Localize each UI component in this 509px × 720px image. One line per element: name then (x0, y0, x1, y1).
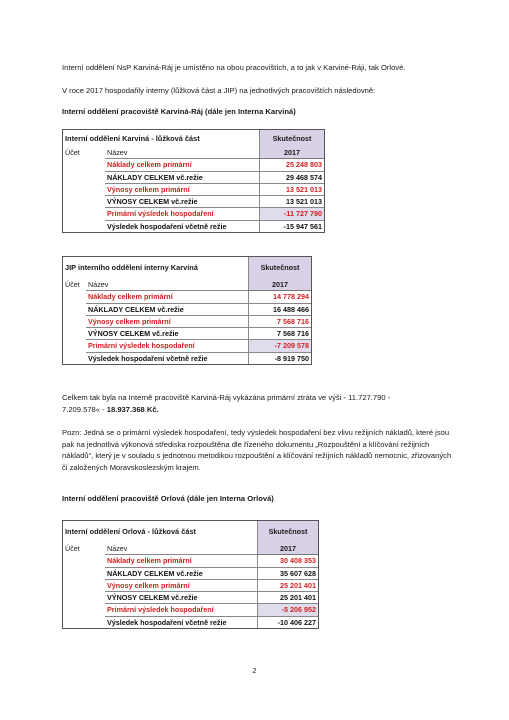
column-header-ucet: Účet (65, 148, 80, 158)
row-label: Výnosy celkem primární (105, 579, 258, 591)
row-value: 14 778 294 (249, 291, 312, 303)
table-row (63, 159, 324, 171)
table-row (63, 579, 318, 591)
row-value: -8 919 750 (249, 352, 312, 364)
section-heading-orlova: Interní oddělení pracoviště Orlová (dále jen Interna Orlová) (62, 494, 274, 503)
summary-line-1: Celkem tak byla na Interně pracoviště Karviná-Ráj vykázána primární ztráta ve výši - 11.727.790 - (62, 393, 391, 402)
row-value: 13 521 013 (260, 196, 325, 208)
table-row (63, 616, 318, 628)
row-value: 25 201 401 (258, 592, 319, 604)
row-value: 13 521 013 (260, 183, 325, 195)
row-value: 30 408 353 (258, 555, 319, 567)
row-label: Náklady celkem primární (86, 291, 249, 303)
row-value: -5 206 952 (258, 604, 319, 616)
table-subheader-row (63, 543, 318, 555)
row-label: Primární výsledek hospodaření (105, 208, 260, 220)
row-value: 25 248 803 (260, 159, 325, 171)
summary-line-2-prefix: 7.209.578« - (62, 404, 107, 414)
table-row (63, 604, 318, 616)
column-header-skutecnost: Skutečnost (260, 130, 325, 147)
row-label: VÝNOSY CELKEM vč.režie (86, 328, 249, 340)
table-row (63, 328, 311, 340)
table-subheader-row (63, 279, 311, 291)
row-value: 35 607 628 (258, 567, 319, 579)
table-title-row (63, 130, 324, 147)
intro-paragraph-2: V roce 2017 hospodařily interny (lůžková část a JIP) na jednotlivých pracovištích následovně: (62, 86, 376, 95)
table-row (63, 555, 318, 567)
row-label: VÝNOSY CELKEM vč.režie (105, 196, 260, 208)
row-value: 7 568 716 (249, 328, 312, 340)
column-header-year: 2017 (249, 279, 312, 291)
table-row (63, 196, 324, 208)
row-label: Výsledek hospodaření včetně režie (105, 616, 258, 628)
table-subheader-row (63, 147, 324, 159)
row-value: 7 568 716 (249, 315, 312, 327)
summary-total: 18.937.368 Kč. (106, 404, 159, 414)
table-row (63, 340, 311, 352)
row-label: Výnosy celkem primární (105, 183, 260, 195)
table-row (63, 352, 311, 364)
column-header-skutecnost: Skutečnost (258, 521, 319, 543)
table-title-row (63, 257, 311, 279)
row-value: -7 209 578 (249, 340, 312, 352)
table-row (63, 220, 324, 232)
column-header-ucet: Účet (65, 544, 80, 554)
column-header-year: 2017 (260, 147, 325, 159)
row-label: Výsledek hospodaření včetně režie (86, 352, 249, 364)
row-label: NÁKLADY CELKEM vč.režie (105, 171, 260, 183)
table-row (63, 303, 311, 315)
row-value: -15 947 561 (260, 220, 325, 232)
row-value: -11 727 790 (260, 208, 325, 220)
column-header-year: 2017 (258, 543, 319, 555)
row-label: Primární výsledek hospodaření (86, 340, 249, 352)
row-value: 16 488 466 (249, 303, 312, 315)
row-value: -10 406 227 (258, 616, 319, 628)
table-row (63, 592, 318, 604)
table-row (63, 567, 318, 579)
table-row (63, 315, 311, 327)
table-title: Interní oddělení Karviná - lůžková část (65, 134, 200, 143)
section-heading-karvina: Interní oddělení pracoviště Karviná-Ráj (dále jen Interna Karviná) (62, 107, 296, 116)
column-header-nazev: Název (107, 544, 128, 553)
table-title-row (63, 521, 318, 543)
column-header-ucet: Účet (65, 280, 80, 290)
row-label: Výsledek hospodaření včetně režie (105, 220, 260, 232)
row-label: Náklady celkem primární (105, 555, 258, 567)
row-label: Primární výsledek hospodaření (105, 604, 258, 616)
page-number: 2 (252, 666, 257, 675)
table-row (63, 208, 324, 220)
table-row (63, 291, 311, 303)
summary-paragraph (62, 392, 454, 415)
table-row (63, 183, 324, 195)
table-title: JIP interního oddělení interny Karviná (65, 263, 198, 272)
row-label: NÁKLADY CELKEM vč.režie (86, 303, 249, 315)
column-header-nazev: Název (88, 280, 109, 289)
row-label: NÁKLADY CELKEM vč.režie (105, 567, 258, 579)
table-row (63, 171, 324, 183)
column-header-skutecnost: Skutečnost (249, 257, 312, 279)
note-paragraph: Pozn: Jedná se o primární výsledek hospodaření, tedy výsledek hospodaření bez vlivu režijních nákladů, které jsou pak na jednotlivá výkonová střediska rozpouštěna dle řízeného dokumentu „Rozpouštění a klíčování režijních nákladů“, který je v souladu s jednotnou metodikou rozpouštění a klíčování režijních nákladů nemocnic, zřizovaných či založených Moravskoslezským krajem. (62, 428, 452, 472)
row-label: VÝNOSY CELKEM vč.režie (105, 592, 258, 604)
row-label: Výnosy celkem primární (86, 315, 249, 327)
row-value: 29 468 574 (260, 171, 325, 183)
table-title: Interní oddělení Orlová - lůžková část (65, 527, 197, 536)
table-karvina-luzkova (62, 129, 325, 233)
column-header-nazev: Název (107, 148, 128, 157)
row-label: Náklady celkem primární (105, 159, 260, 171)
table-orlova-luzkova (62, 520, 319, 629)
row-value: 25 201 401 (258, 579, 319, 591)
intro-paragraph-1: Interní oddělení NsP Karviná-Ráj je umístěno na obou pracovištích, a to jak v Karviné-Ráji, tak Orlové. (62, 63, 406, 72)
table-karvina-jip (62, 256, 312, 365)
